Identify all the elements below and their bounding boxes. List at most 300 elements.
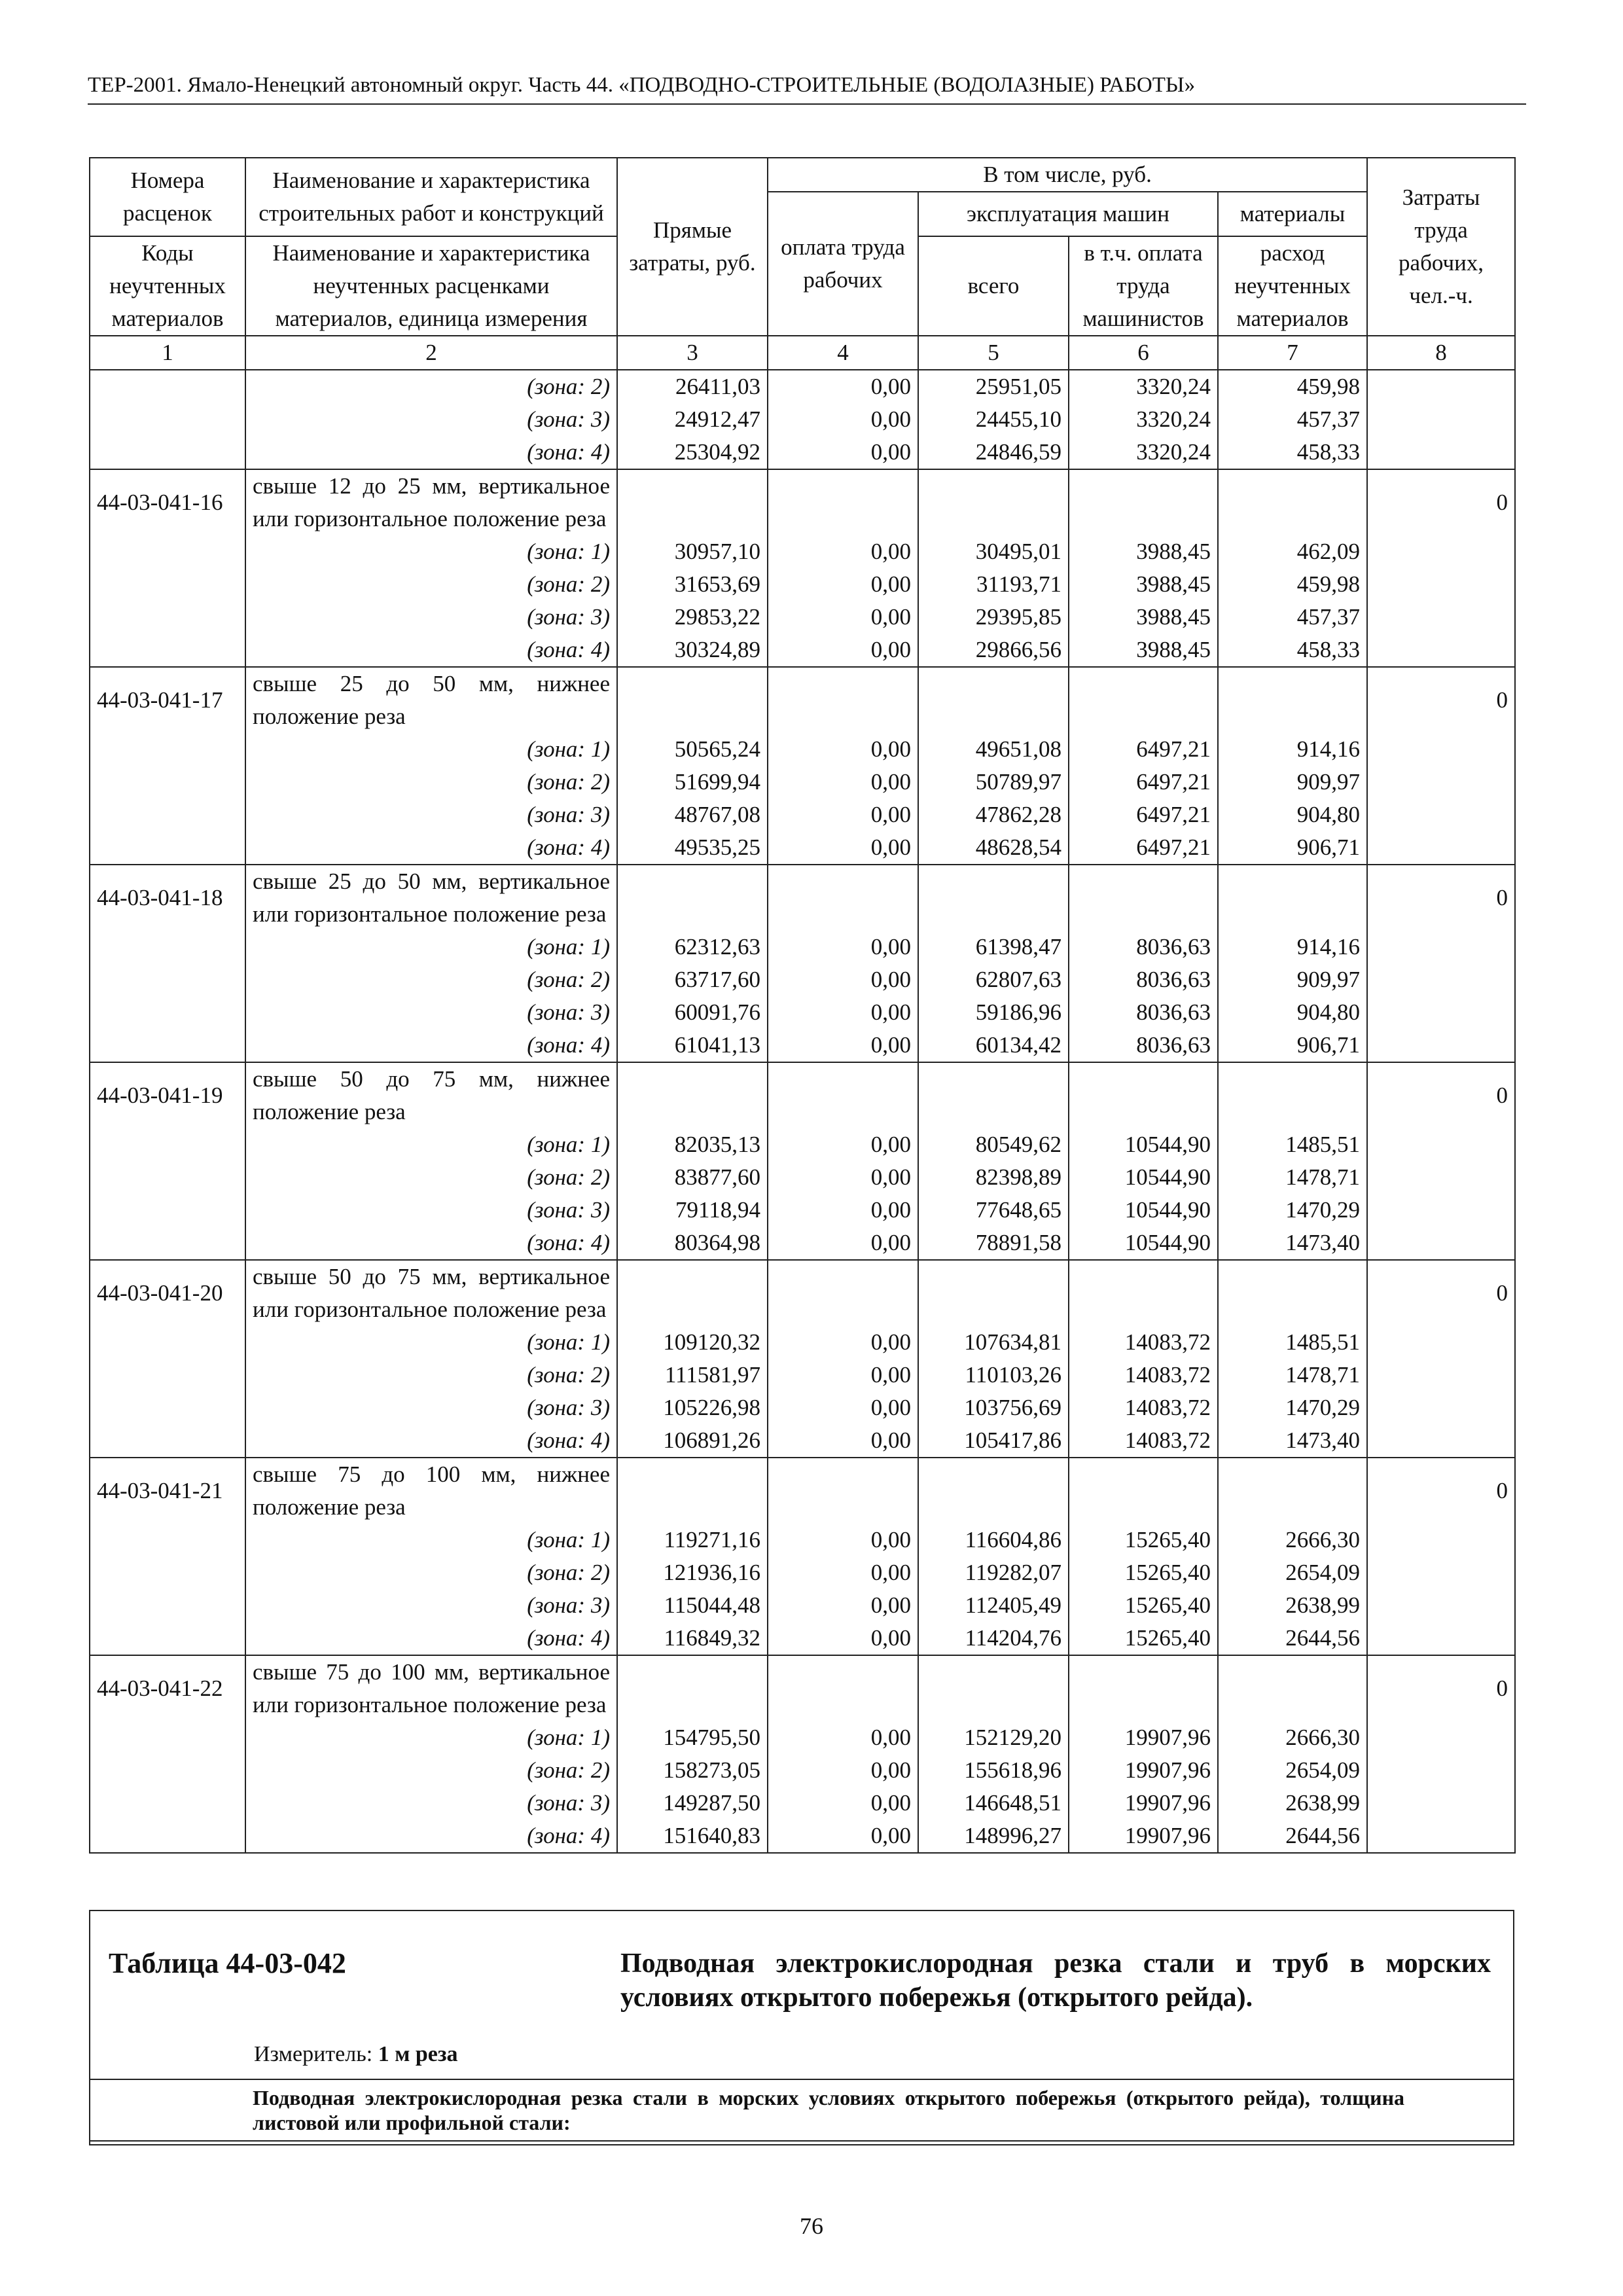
zone-label: (зона: 2) [245,1556,617,1589]
table-row [90,1029,1515,1062]
code-cell [90,1622,245,1655]
code-cell [90,798,245,831]
direct-costs-cell: 154795,50 [617,1721,768,1754]
unit-value: 1 м реза [378,2042,458,2066]
rate-group-row [90,1655,1515,1721]
direct-costs-cell: 61041,13 [617,1029,768,1062]
labor-costs-cell: 0 [1367,667,1515,733]
table-row [90,1391,1515,1424]
labor-pay-cell: 0,00 [768,963,918,996]
table-description-rule [89,2079,1514,2080]
operator-pay-cell: 14083,72 [1069,1359,1218,1391]
materials-cell: 2666,30 [1218,1524,1367,1556]
zone-label: (зона: 3) [245,798,617,831]
zone-label: (зона: 2) [245,1161,617,1194]
code-cell [90,436,245,469]
col-operator-pay: в т.ч. оплата труда машинистов [1069,236,1218,336]
empty-cell [1218,865,1367,931]
labor-pay-cell: 0,00 [768,568,918,601]
rate-code: 44-03-041-18 [90,865,245,931]
labor-costs-cell [1367,568,1515,601]
labor-pay-cell: 0,00 [768,436,918,469]
zone-label: (зона: 3) [245,996,617,1029]
table-title: Подводная электрокислородная резка стали и труб в морских условиях открытого побережья (открытого рейда). [620,1948,1491,2013]
empty-cell [768,1458,918,1524]
direct-costs-cell: 115044,48 [617,1589,768,1622]
machines-total-cell: 50789,97 [918,766,1069,798]
labor-costs-cell [1367,1161,1515,1194]
code-cell [90,1359,245,1391]
materials-cell: 909,97 [1218,963,1367,996]
empty-cell [1069,1260,1218,1326]
machines-total-cell: 105417,86 [918,1424,1069,1458]
table-row [90,1194,1515,1227]
col-labor-pay: оплата труда рабочих [768,192,918,336]
operator-pay-cell: 8036,63 [1069,996,1218,1029]
code-cell [90,996,245,1029]
labor-costs-cell: 0 [1367,1458,1515,1524]
table-row [90,831,1515,865]
rate-group-row [90,1458,1515,1524]
col-number: 2 [245,336,617,370]
rate-code: 44-03-041-21 [90,1458,245,1524]
zone-label: (зона: 1) [245,1524,617,1556]
empty-cell [768,1260,918,1326]
direct-costs-cell: 119271,16 [617,1524,768,1556]
labor-costs-cell [1367,1359,1515,1391]
empty-cell [617,1062,768,1128]
direct-costs-cell: 24912,47 [617,403,768,436]
empty-cell [768,667,918,733]
labor-costs-cell [1367,370,1515,403]
page-header: ТЕР-2001. Ямало-Ненецкий автономный округ. Часть 44. «ПОДВОДНО-СТРОИТЕЛЬНЫЕ (ВОДОЛАЗНЫЕ) РАБОТЫ» [88,73,1196,97]
zone-label: (зона: 3) [245,1194,617,1227]
materials-cell: 1485,51 [1218,1326,1367,1359]
rate-description: свыше 50 до 75 мм, вертикальное или горизонтальное положение реза [245,1260,617,1326]
empty-cell [617,667,768,733]
labor-pay-cell: 0,00 [768,766,918,798]
machines-total-cell: 61398,47 [918,931,1069,963]
labor-pay-cell: 0,00 [768,1424,918,1458]
col-direct-costs: Прямые затраты, руб. [617,158,768,336]
operator-pay-cell: 19907,96 [1069,1721,1218,1754]
machines-total-cell: 49651,08 [918,733,1069,766]
materials-cell: 1485,51 [1218,1128,1367,1161]
unit-of-measure [254,2042,458,2067]
empty-cell [768,865,918,931]
machines-total-cell: 78891,58 [918,1227,1069,1260]
labor-pay-cell: 0,00 [768,798,918,831]
code-cell [90,1524,245,1556]
code-cell [90,1128,245,1161]
operator-pay-cell: 3320,24 [1069,403,1218,436]
labor-pay-cell: 0,00 [768,1128,918,1161]
table-row [90,403,1515,436]
labor-costs-cell [1367,1128,1515,1161]
zone-label: (зона: 4) [245,436,617,469]
direct-costs-cell: 158273,05 [617,1754,768,1787]
col-number: 4 [768,336,918,370]
direct-costs-cell: 49535,25 [617,831,768,865]
labor-costs-cell: 0 [1367,1655,1515,1721]
col-number: 8 [1367,336,1515,370]
empty-cell [918,1260,1069,1326]
operator-pay-cell: 15265,40 [1069,1589,1218,1622]
table-row [90,370,1515,403]
header-row-1 [90,158,1515,192]
col-total: всего [918,236,1069,336]
code-cell [90,1227,245,1260]
zone-label: (зона: 1) [245,1128,617,1161]
table-row [90,733,1515,766]
labor-pay-cell: 0,00 [768,1589,918,1622]
table-row [90,1622,1515,1655]
page-number: 76 [800,2213,823,2239]
code-cell [90,831,245,865]
col-material-codes: Коды неучтенных материалов [90,236,245,336]
materials-cell: 1478,71 [1218,1359,1367,1391]
table-row [90,568,1515,601]
materials-cell: 906,71 [1218,831,1367,865]
machines-total-cell: 103756,69 [918,1391,1069,1424]
direct-costs-cell: 25304,92 [617,436,768,469]
labor-costs-cell [1367,963,1515,996]
labor-pay-cell: 0,00 [768,931,918,963]
labor-costs-cell [1367,733,1515,766]
rate-group-row [90,667,1515,733]
operator-pay-cell: 19907,96 [1069,1820,1218,1853]
labor-costs-cell [1367,1391,1515,1424]
labor-pay-cell: 0,00 [768,1227,918,1260]
empty-cell [1069,1458,1218,1524]
rate-group-row [90,1260,1515,1326]
direct-costs-cell: 30957,10 [617,535,768,568]
table-description: Подводная электрокислородная резка стали в морских условиях открытого побережья (открытого рейда), толщина листовой или профильной стали: [253,2086,1404,2134]
table-row [90,1754,1515,1787]
empty-cell [1069,469,1218,535]
machines-total-cell: 114204,76 [918,1622,1069,1655]
direct-costs-cell: 51699,94 [617,766,768,798]
labor-costs-cell [1367,1787,1515,1820]
unit-prefix: Измеритель: [254,2042,373,2066]
col-number: 1 [90,336,245,370]
materials-cell: 1478,71 [1218,1161,1367,1194]
empty-cell [768,1062,918,1128]
materials-cell: 2638,99 [1218,1589,1367,1622]
labor-pay-cell: 0,00 [768,996,918,1029]
labor-costs-cell [1367,1622,1515,1655]
code-cell [90,1754,245,1787]
materials-cell: 1473,40 [1218,1424,1367,1458]
rate-code: 44-03-041-20 [90,1260,245,1326]
rate-code: 44-03-041-22 [90,1655,245,1721]
table-row [90,798,1515,831]
labor-pay-cell: 0,00 [768,1820,918,1853]
materials-cell: 2654,09 [1218,1556,1367,1589]
labor-pay-cell: 0,00 [768,1029,918,1062]
materials-cell: 458,33 [1218,436,1367,469]
materials-cell: 457,37 [1218,601,1367,634]
table-row [90,1424,1515,1458]
code-cell [90,568,245,601]
empty-cell [617,1458,768,1524]
direct-costs-cell: 121936,16 [617,1556,768,1589]
rates-table [89,157,1516,1854]
zone-label: (зона: 1) [245,535,617,568]
table-row [90,1161,1515,1194]
code-cell [90,1787,245,1820]
operator-pay-cell: 6497,21 [1069,733,1218,766]
empty-cell [1218,1655,1367,1721]
materials-cell: 457,37 [1218,403,1367,436]
direct-costs-cell: 79118,94 [617,1194,768,1227]
zone-label: (зона: 1) [245,733,617,766]
machines-total-cell: 116604,86 [918,1524,1069,1556]
direct-costs-cell: 80364,98 [617,1227,768,1260]
code-cell [90,733,245,766]
labor-costs-cell: 0 [1367,469,1515,535]
direct-costs-cell: 30324,89 [617,634,768,667]
labor-costs-cell: 0 [1367,865,1515,931]
machines-total-cell: 62807,63 [918,963,1069,996]
code-cell [90,601,245,634]
table-row [90,1589,1515,1622]
empty-cell [1218,667,1367,733]
empty-cell [918,1458,1069,1524]
zone-label: (зона: 2) [245,568,617,601]
code-cell [90,403,245,436]
empty-cell [918,469,1069,535]
table-row [90,535,1515,568]
table-row [90,1820,1515,1853]
zone-label: (зона: 4) [245,1424,617,1458]
table-row [90,1326,1515,1359]
rate-description: свыше 75 до 100 мм, вертикальное или горизонтальное положение реза [245,1655,617,1721]
rate-description: свыше 12 до 25 мм, вертикальное или горизонтальное положение реза [245,469,617,535]
operator-pay-cell: 6497,21 [1069,798,1218,831]
code-cell [90,1161,245,1194]
table-row [90,634,1515,667]
direct-costs-cell: 62312,63 [617,931,768,963]
labor-costs-cell [1367,831,1515,865]
labor-pay-cell: 0,00 [768,535,918,568]
zone-label: (зона: 3) [245,403,617,436]
operator-pay-cell: 3988,45 [1069,601,1218,634]
operator-pay-cell: 3988,45 [1069,535,1218,568]
rate-group-row [90,1062,1515,1128]
operator-pay-cell: 15265,40 [1069,1524,1218,1556]
col-including: В том числе, руб. [768,158,1367,192]
materials-cell: 1470,29 [1218,1391,1367,1424]
rate-group-row [90,469,1515,535]
operator-pay-cell: 10544,90 [1069,1227,1218,1260]
labor-costs-cell [1367,1029,1515,1062]
col-material-consumption: расход неучтенных материалов [1218,236,1367,336]
col-machine-operation: эксплуатация машин [918,192,1218,236]
direct-costs-cell: 83877,60 [617,1161,768,1194]
table-row [90,766,1515,798]
zone-label: (зона: 4) [245,1029,617,1062]
table-row [90,601,1515,634]
labor-costs-cell: 0 [1367,1260,1515,1326]
zone-label: (зона: 2) [245,1754,617,1787]
empty-cell [918,667,1069,733]
operator-pay-cell: 8036,63 [1069,931,1218,963]
zone-label: (зона: 1) [245,1721,617,1754]
empty-cell [617,865,768,931]
labor-pay-cell: 0,00 [768,634,918,667]
machines-total-cell: 60134,42 [918,1029,1069,1062]
labor-costs-cell [1367,996,1515,1029]
machines-total-cell: 59186,96 [918,996,1069,1029]
labor-pay-cell: 0,00 [768,1359,918,1391]
empty-cell [617,1260,768,1326]
zone-label: (зона: 3) [245,601,617,634]
direct-costs-cell: 116849,32 [617,1622,768,1655]
table-row [90,1359,1515,1391]
col-name-materials: Наименование и характеристика неучтенных расценками материалов, единица измерения [245,236,617,336]
code-cell [90,1029,245,1062]
zone-label: (зона: 2) [245,370,617,403]
operator-pay-cell: 3320,24 [1069,436,1218,469]
table-row [90,1128,1515,1161]
col-number: 3 [617,336,768,370]
labor-costs-cell [1367,634,1515,667]
machines-total-cell: 80549,62 [918,1128,1069,1161]
machines-total-cell: 152129,20 [918,1721,1069,1754]
operator-pay-cell: 19907,96 [1069,1787,1218,1820]
labor-pay-cell: 0,00 [768,1391,918,1424]
labor-costs-cell [1367,436,1515,469]
direct-costs-cell: 82035,13 [617,1128,768,1161]
machines-total-cell: 119282,07 [918,1556,1069,1589]
labor-pay-cell: 0,00 [768,1721,918,1754]
code-cell [90,1589,245,1622]
machines-total-cell: 25951,05 [918,370,1069,403]
empty-cell [1218,1062,1367,1128]
machines-total-cell: 31193,71 [918,568,1069,601]
direct-costs-cell: 26411,03 [617,370,768,403]
labor-pay-cell: 0,00 [768,403,918,436]
rates-table-body [90,158,1515,1853]
zone-label: (зона: 2) [245,963,617,996]
code-cell [90,634,245,667]
col-number: 6 [1069,336,1218,370]
labor-costs-cell [1367,1194,1515,1227]
operator-pay-cell: 19907,96 [1069,1754,1218,1787]
labor-costs-cell [1367,1721,1515,1754]
labor-costs-cell [1367,1556,1515,1589]
empty-cell [1069,1655,1218,1721]
labor-pay-cell: 0,00 [768,1622,918,1655]
labor-pay-cell: 0,00 [768,1326,918,1359]
materials-cell: 462,09 [1218,535,1367,568]
column-numbers-row [90,336,1515,370]
materials-cell: 904,80 [1218,996,1367,1029]
col-labor-costs: Затраты труда рабочих, чел.-ч. [1367,158,1515,336]
zone-label: (зона: 4) [245,1227,617,1260]
empty-cell [1218,1260,1367,1326]
labor-costs-cell [1367,1754,1515,1787]
col-name: Наименование и характеристика строительных работ и конструкций [245,158,617,236]
machines-total-cell: 47862,28 [918,798,1069,831]
direct-costs-cell: 111581,97 [617,1359,768,1391]
materials-cell: 914,16 [1218,733,1367,766]
labor-costs-cell [1367,601,1515,634]
code-cell [90,1391,245,1424]
table-row [90,436,1515,469]
labor-pay-cell: 0,00 [768,1161,918,1194]
operator-pay-cell: 8036,63 [1069,1029,1218,1062]
operator-pay-cell: 6497,21 [1069,766,1218,798]
labor-costs-cell [1367,1227,1515,1260]
zone-label: (зона: 2) [245,1359,617,1391]
zone-label: (зона: 2) [245,766,617,798]
machines-total-cell: 24455,10 [918,403,1069,436]
zone-label: (зона: 4) [245,831,617,865]
labor-pay-cell: 0,00 [768,1787,918,1820]
operator-pay-cell: 6497,21 [1069,831,1218,865]
materials-cell: 904,80 [1218,798,1367,831]
direct-costs-cell: 149287,50 [617,1787,768,1820]
empty-cell [1069,1062,1218,1128]
empty-cell [1069,667,1218,733]
code-cell [90,1820,245,1853]
labor-pay-cell: 0,00 [768,831,918,865]
labor-pay-cell: 0,00 [768,370,918,403]
labor-costs-cell: 0 [1367,1062,1515,1128]
materials-cell: 2666,30 [1218,1721,1367,1754]
code-cell [90,370,245,403]
empty-cell [617,1655,768,1721]
direct-costs-cell: 50565,24 [617,733,768,766]
empty-cell [768,1655,918,1721]
machines-total-cell: 110103,26 [918,1359,1069,1391]
machines-total-cell: 146648,51 [918,1787,1069,1820]
labor-costs-cell [1367,798,1515,831]
labor-costs-cell [1367,931,1515,963]
labor-costs-cell [1367,1424,1515,1458]
materials-cell: 906,71 [1218,1029,1367,1062]
operator-pay-cell: 15265,40 [1069,1556,1218,1589]
table-row [90,1524,1515,1556]
zone-label: (зона: 1) [245,931,617,963]
rate-description: свыше 25 до 50 мм, нижнее положение реза [245,667,617,733]
direct-costs-cell: 109120,32 [617,1326,768,1359]
table-row [90,1227,1515,1260]
operator-pay-cell: 10544,90 [1069,1194,1218,1227]
rate-description: свыше 75 до 100 мм, нижнее положение реза [245,1458,617,1524]
rate-code: 44-03-041-17 [90,667,245,733]
code-cell [90,766,245,798]
rate-code: 44-03-041-16 [90,469,245,535]
empty-cell [918,865,1069,931]
table-row [90,931,1515,963]
machines-total-cell: 77648,65 [918,1194,1069,1227]
zone-label: (зона: 3) [245,1589,617,1622]
rate-description: свыше 50 до 75 мм, нижнее положение реза [245,1062,617,1128]
labor-costs-cell [1367,1820,1515,1853]
table-row [90,996,1515,1029]
labor-pay-cell: 0,00 [768,1754,918,1787]
labor-pay-cell: 0,00 [768,1194,918,1227]
machines-total-cell: 29866,56 [918,634,1069,667]
empty-cell [617,469,768,535]
zone-label: (зона: 4) [245,634,617,667]
header-rule [88,103,1526,105]
rate-group-row [90,865,1515,931]
col-number: 5 [918,336,1069,370]
